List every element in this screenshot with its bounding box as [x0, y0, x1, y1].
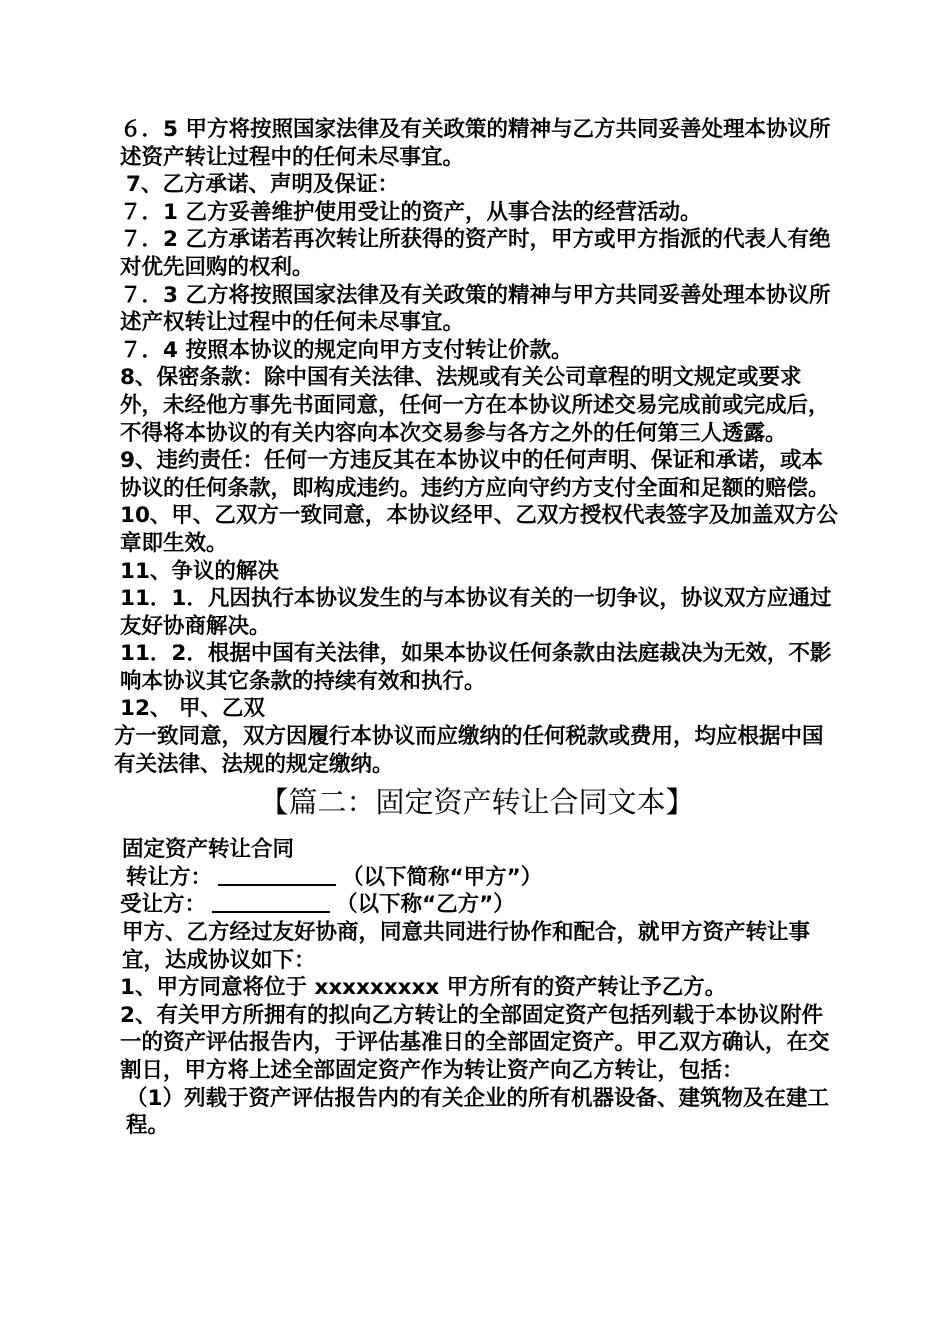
clause-7-1: ７．1 乙方妥善维护使用受让的资产，从事合法的经营活动。	[120, 199, 702, 225]
clause-7-4: ７．4 按照本协议的规定向甲方支付转让价款。	[120, 337, 573, 363]
transferee-label: 受让方：	[120, 892, 207, 918]
transferee-line	[114, 891, 840, 919]
section-heading: 【篇二：固定资产转让合同文本】	[259, 785, 695, 820]
clause-7-2: ７．2 乙方承诺若再次转让所获得的资产时，甲方或甲方指派的代表人有绝对优先回购的权利。	[120, 227, 831, 280]
article-2-item-1: （1）列载于资产评估报告内的有关企业的所有机器设备、建筑物及在建工程。	[126, 1085, 829, 1139]
clause-7-3: ７．3 乙方将按照国家法律及有关政策的精神与甲方共同妥善处理本协议所述产权转让过程中的任何未尽事宜。	[120, 282, 831, 336]
clause-8-confidentiality: 8、保密条款：除中国有关法律、法规或有关公司章程的明文规定或要求外，未经他方事先书面同意，任何一方在本协议所述交易完成前或完成后，不得将本协议的有关内容向本次交易参与各方之外的任何第三人透露。	[120, 365, 830, 446]
preamble: 甲方、乙方经过友好协商，同意共同进行协作和配合，就甲方资产转让事宜，达成协议如下：	[122, 920, 811, 973]
transferor-line	[114, 864, 840, 892]
document-body	[114, 116, 840, 1140]
clause-11-heading: 11、争议的解决	[120, 558, 279, 584]
article-1: 1、甲方同意将位于 xxxxxxxxx 甲方所有的资产转让予乙方。	[120, 975, 727, 1001]
clause-11-1: 11．1．凡因执行本协议发生的与本协议有关的一切争议，协议双方应通过友好协商解决。	[120, 586, 832, 639]
clause-7-heading: 7、乙方承诺、声明及保证：	[126, 172, 399, 198]
transferee-suffix: （以下称“乙方”）	[336, 892, 515, 918]
clause-12-body: 方一致同意，双方因履行本协议而应缴纳的任何税款或费用，均应根据中国有关法律、法规的规定缴纳。	[114, 724, 824, 777]
clause-9-liability: 9、违约责任：任何一方违反其在本协议中的任何声明、保证和承诺，或本协议的任何条款，即构成违约。违约方应向守约方支付全面和足额的赔偿。	[120, 448, 830, 501]
article-2: 2、有关甲方所拥有的拟向乙方转让的全部固定资产包括列载于本协议附件一的资产评估报告内，于评估基准日的全部固定资产。甲乙双方确认，在交割日，甲方将上述全部固定资产作为转让资产向乙方转让，包括：	[120, 1002, 830, 1083]
transferor-label: 转让方：	[126, 864, 213, 890]
transferee-blank	[212, 891, 330, 913]
transferor-blank	[218, 864, 336, 886]
clause-6-5: ６．5 甲方将按照国家法律及有关政策的精神与乙方共同妥善处理本协议所述资产转让过程中的任何未尽事宜。	[120, 117, 831, 170]
clause-11-2: 11．2．根据中国有关法律，如果本协议任何条款由法庭裁决为无效，不影响本协议其它条款的持续有效和执行。	[120, 641, 832, 694]
clause-10-effectiveness: 10、甲、乙双方一致同意，本协议经甲、乙双方授权代表签字及加盖双方公章即生效。	[120, 503, 838, 556]
transferor-suffix: （以下简称“甲方”）	[342, 864, 543, 890]
contract-title: 固定资产转让合同	[122, 837, 295, 863]
clause-12-heading: 12、 甲、乙双	[120, 696, 265, 722]
